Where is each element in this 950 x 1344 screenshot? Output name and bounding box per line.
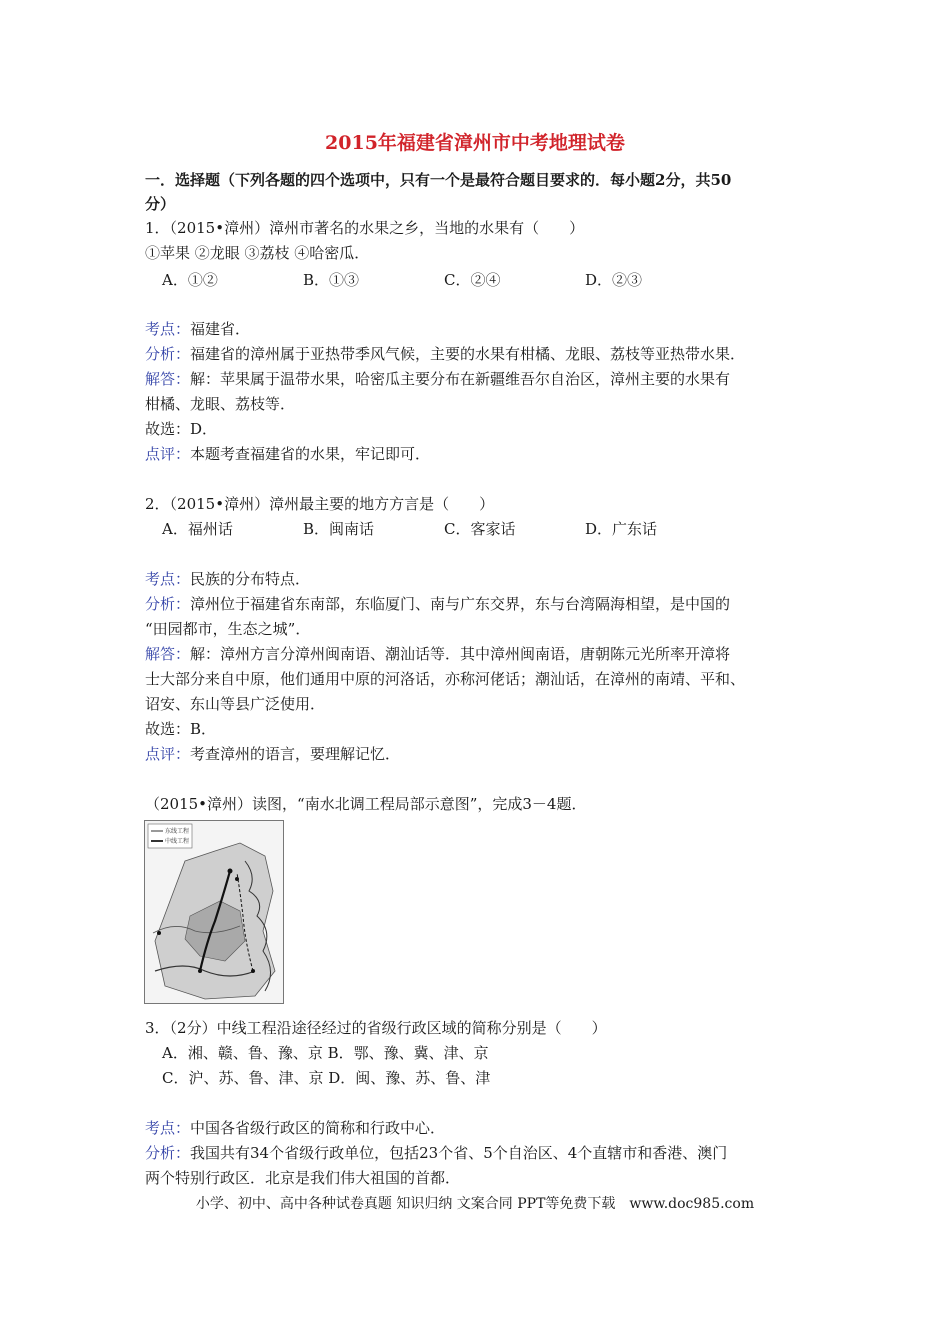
- kaodian-label: 考点：: [145, 320, 191, 338]
- q1-jieda-text: 解：苹果属于温带水果，哈密瓜主要分布在新疆维吾尔自治区，漳州主要的水果有: [190, 370, 731, 388]
- fenxi-label: 分析：: [145, 1144, 191, 1162]
- q2-option-d: D．广东话: [585, 520, 658, 538]
- q1-dianping: [145, 443, 430, 465]
- q1-fenxi: [145, 343, 745, 365]
- south-north-water-diversion-map: [144, 820, 284, 1004]
- q1-fenxi-text: 福建省的漳州属于亚热带季风气候，主要的水果有柑橘、龙眼、荔枝等亚热带水果．: [190, 345, 746, 363]
- map-legend-east: 东线工程: [165, 828, 190, 835]
- q1-dianping-text: 本题考查福建省的水果，牢记即可．: [190, 445, 431, 463]
- q2-answer: 故选：B．: [145, 720, 217, 738]
- q2-fenxi: [145, 593, 730, 615]
- dianping-label: 点评：: [145, 445, 191, 463]
- q2-jieda: [145, 643, 730, 665]
- q2-kaodian-text: 民族的分布特点．: [190, 570, 311, 588]
- q2-jieda-cont2: 诏安、东山等县广泛使用．: [145, 695, 326, 713]
- q3-fenxi-cont: 两个特别行政区．北京是我们伟大祖国的首都．: [145, 1169, 461, 1187]
- q3-stem: 3．（2分）中线工程沿途径经过的省级行政区域的简称分别是（ ）: [145, 1019, 607, 1037]
- q3-options-line1: A．湘、赣、鲁、豫、京 B．鄂、豫、冀、津、京: [162, 1044, 489, 1062]
- fenxi-label: 分析：: [145, 345, 191, 363]
- q1-kaodian-text: 福建省．: [190, 320, 251, 338]
- fenxi-label: 分析：: [145, 595, 191, 613]
- dianping-label: 点评：: [145, 745, 191, 763]
- q2-dianping: [145, 743, 400, 765]
- q1-kaodian: [145, 318, 250, 340]
- jieda-label: 解答：: [145, 645, 191, 663]
- q3-fenxi: [145, 1142, 727, 1164]
- q1-jieda-cont: 柑橘、龙眼、荔枝等．: [145, 395, 296, 413]
- kaodian-label: 考点：: [145, 1119, 191, 1137]
- q3-options-line2: C．沪、苏、鲁、津、京 D．闽、豫、苏、鲁、津: [162, 1069, 491, 1087]
- q1-option-a: A．①②: [162, 271, 218, 289]
- q34-intro: （2015•漳州）读图，“南水北调工程局部示意图”，完成3－4题．: [145, 795, 587, 813]
- q2-kaodian: [145, 568, 310, 590]
- section-heading: 一．选择题（下列各题的四个选项中，只有一个是最符合题目要求的．每小题2分，共50: [145, 171, 732, 189]
- q1-option-c: C．②④: [444, 271, 501, 289]
- q2-option-b: B．闽南话: [303, 520, 375, 538]
- section-heading-cont: 分）: [145, 195, 176, 213]
- q1-option-b: B．①③: [303, 271, 360, 289]
- q1-option-d: D．②③: [585, 271, 643, 289]
- q2-option-c: C．客家话: [444, 520, 516, 538]
- jieda-label: 解答：: [145, 370, 191, 388]
- q2-dianping-text: 考查漳州的语言，要理解记忆．: [190, 745, 401, 763]
- map-legend-middle: 中线工程: [165, 838, 190, 845]
- q3-kaodian: [145, 1117, 445, 1139]
- q2-option-a: A．福州话: [162, 520, 233, 538]
- q2-stem: 2．（2015•漳州）漳州最主要的地方方言是（ ）: [145, 495, 495, 513]
- map-graphic: [145, 821, 283, 1003]
- q3-kaodian-text: 中国各省级行政区的简称和行政中心．: [190, 1119, 446, 1137]
- q1-jieda: [145, 368, 730, 390]
- q2-jieda-text: 解：漳州方言分漳州闽南语、潮汕话等．其中漳州闽南语，唐朝陈元光所率开漳将: [190, 645, 731, 663]
- q2-fenxi-text: 漳州位于福建省东南部，东临厦门、南与广东交界，东与台湾隔海相望，是中国的: [190, 595, 731, 613]
- q1-answer: 故选：D．: [145, 420, 218, 438]
- q1-stem: 1．（2015•漳州）漳州市著名的水果之乡，当地的水果有（ ）: [145, 219, 585, 237]
- q1-items: ①苹果 ②龙眼 ③荔枝 ④哈密瓜．: [145, 244, 370, 262]
- q3-fenxi-text: 我国共有34个省级行政单位，包括23个省、5个自治区、4个直辖市和香港、澳门: [190, 1144, 728, 1162]
- document-title: 2015年福建省漳州市中考地理试卷: [325, 132, 625, 154]
- kaodian-label: 考点：: [145, 570, 191, 588]
- q2-jieda-cont: 士大部分来自中原，他们通用中原的河洛话，亦称河佬话；潮汕话，在漳州的南靖、平和、: [145, 670, 746, 688]
- page-footer: 小学、初中、高中各种试卷真题 知识归纳 文案合同 PPT等免费下载 www.doc985.com: [195, 1196, 755, 1212]
- q2-fenxi-cont: “田园都市，生态之城”．: [145, 620, 311, 638]
